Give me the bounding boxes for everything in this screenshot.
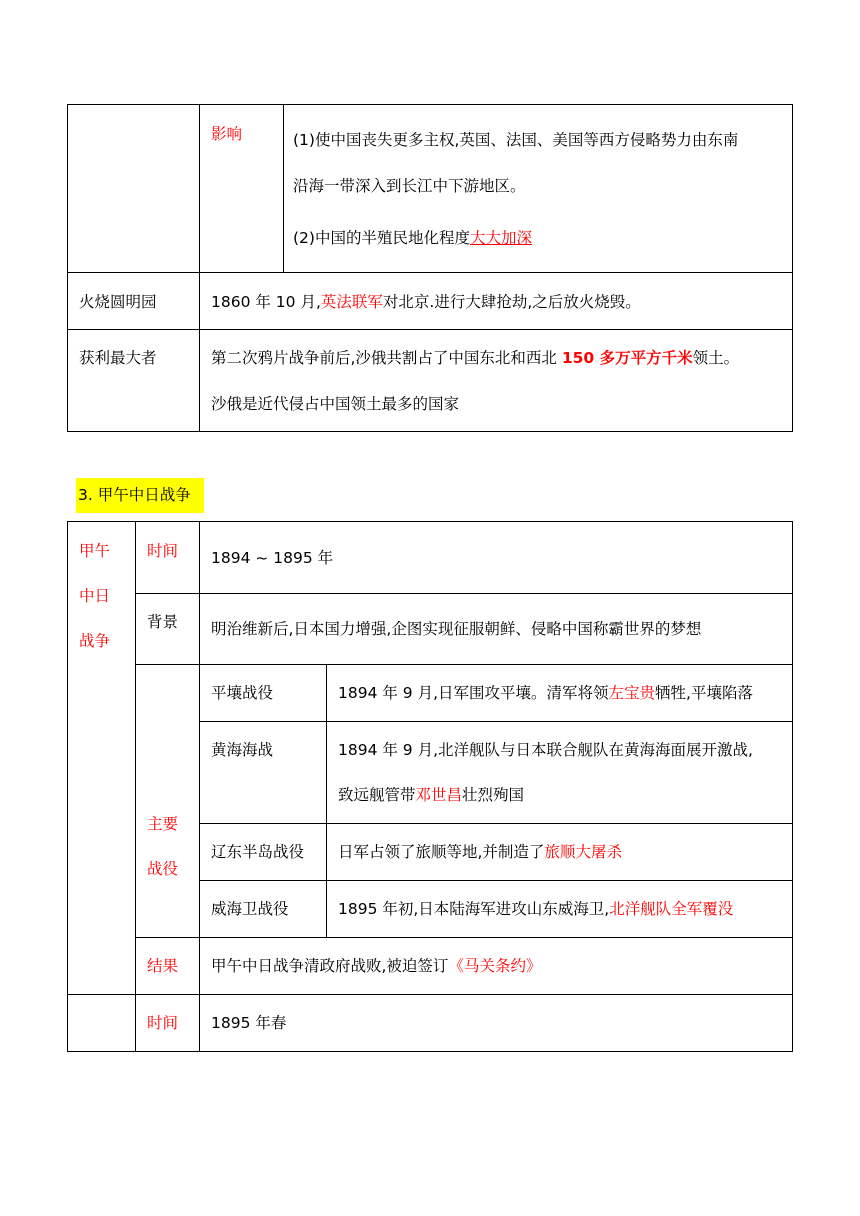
time2-label: 时间 <box>147 1014 179 1032</box>
battle-pyongyang-desc: 1894 年 9 月,日军围攻平壤。清军将领左宝贵牺牲,平壤陷落 <box>338 684 753 702</box>
battle-yellow-sea-desc-2: 致远舰管带邓世昌壮烈殉国 <box>338 786 525 804</box>
highlight-zuo-baogui: 左宝贵 <box>608 684 656 702</box>
highlight-deng-shichang: 邓世昌 <box>415 786 463 804</box>
highlight-beiyang-fleet: 北洋舰队全军覆没 <box>609 900 734 918</box>
highlight-allied-forces: 英法联军 <box>320 293 383 311</box>
time-label: 时间 <box>147 542 179 560</box>
time-value: 1894 ~ 1895 年 <box>211 549 334 567</box>
battles-label-2: 战役 <box>147 860 179 878</box>
war-label-1: 甲午 <box>79 542 111 560</box>
result-label: 结果 <box>147 957 179 975</box>
highlight-deepened: 大大加深 <box>469 229 532 247</box>
biggest-gainer-label: 获利最大者 <box>79 349 157 367</box>
battle-liaodong-desc: 日军占领了旅顺等地,并制造了旅顺大屠杀 <box>338 843 622 861</box>
war-label-2: 中日 <box>79 587 111 605</box>
influence-point-2: (2)中国的半殖民地化程度大大加深 <box>293 229 532 247</box>
biggest-gainer-text: 第二次鸦片战争前后,沙俄共割占了中国东北和西北 150 多万平方千米领土。 <box>211 349 740 367</box>
influence-label: 影响 <box>211 125 243 143</box>
background-label: 背景 <box>147 613 179 631</box>
background-value: 明治维新后,日本国力增强,企图实现征服朝鲜、侵略中国称霸世界的梦想 <box>211 620 702 638</box>
time2-value: 1895 年春 <box>211 1014 287 1032</box>
influence-point-1: (1)使中国丧失更多主权,英国、法国、美国等西方侵略势力由东南 <box>293 131 739 149</box>
result-value: 甲午中日战争清政府战败,被迫签订《马关条约》 <box>211 957 542 975</box>
war-label-3: 战争 <box>79 632 111 650</box>
battle-weihaiwei-desc: 1895 年初,日本陆海军进攻山东威海卫,北洋舰队全军覆没 <box>338 900 734 918</box>
section-title: 3. 甲午中日战争 <box>76 478 204 513</box>
battles-label-1: 主要 <box>147 815 179 833</box>
yuanmingyuan-label: 火烧圆明园 <box>79 293 157 311</box>
influence-point-1-cont: 沿海一带深入到长江中下游地区。 <box>293 177 526 195</box>
battle-yellow-sea-desc-1: 1894 年 9 月,北洋舰队与日本联合舰队在黄海海面展开激战, <box>338 741 753 759</box>
highlight-lushun-massacre: 旅顺大屠杀 <box>544 843 622 861</box>
yuanmingyuan-text: 1860 年 10 月,英法联军对北京.进行大肆抢劫,之后放火烧毁。 <box>211 293 641 311</box>
battle-weihaiwei: 威海卫战役 <box>211 900 289 918</box>
highlight-treaty: 《马关条约》 <box>448 957 542 975</box>
battle-liaodong: 辽东半岛战役 <box>211 843 305 861</box>
battle-yellow-sea: 黄海海战 <box>211 741 274 759</box>
battle-pyongyang: 平壤战役 <box>211 684 274 702</box>
highlight-territory-area: 150 多万平方千米 <box>561 349 693 367</box>
biggest-gainer-text-2: 沙俄是近代侵占中国领土最多的国家 <box>211 395 460 413</box>
